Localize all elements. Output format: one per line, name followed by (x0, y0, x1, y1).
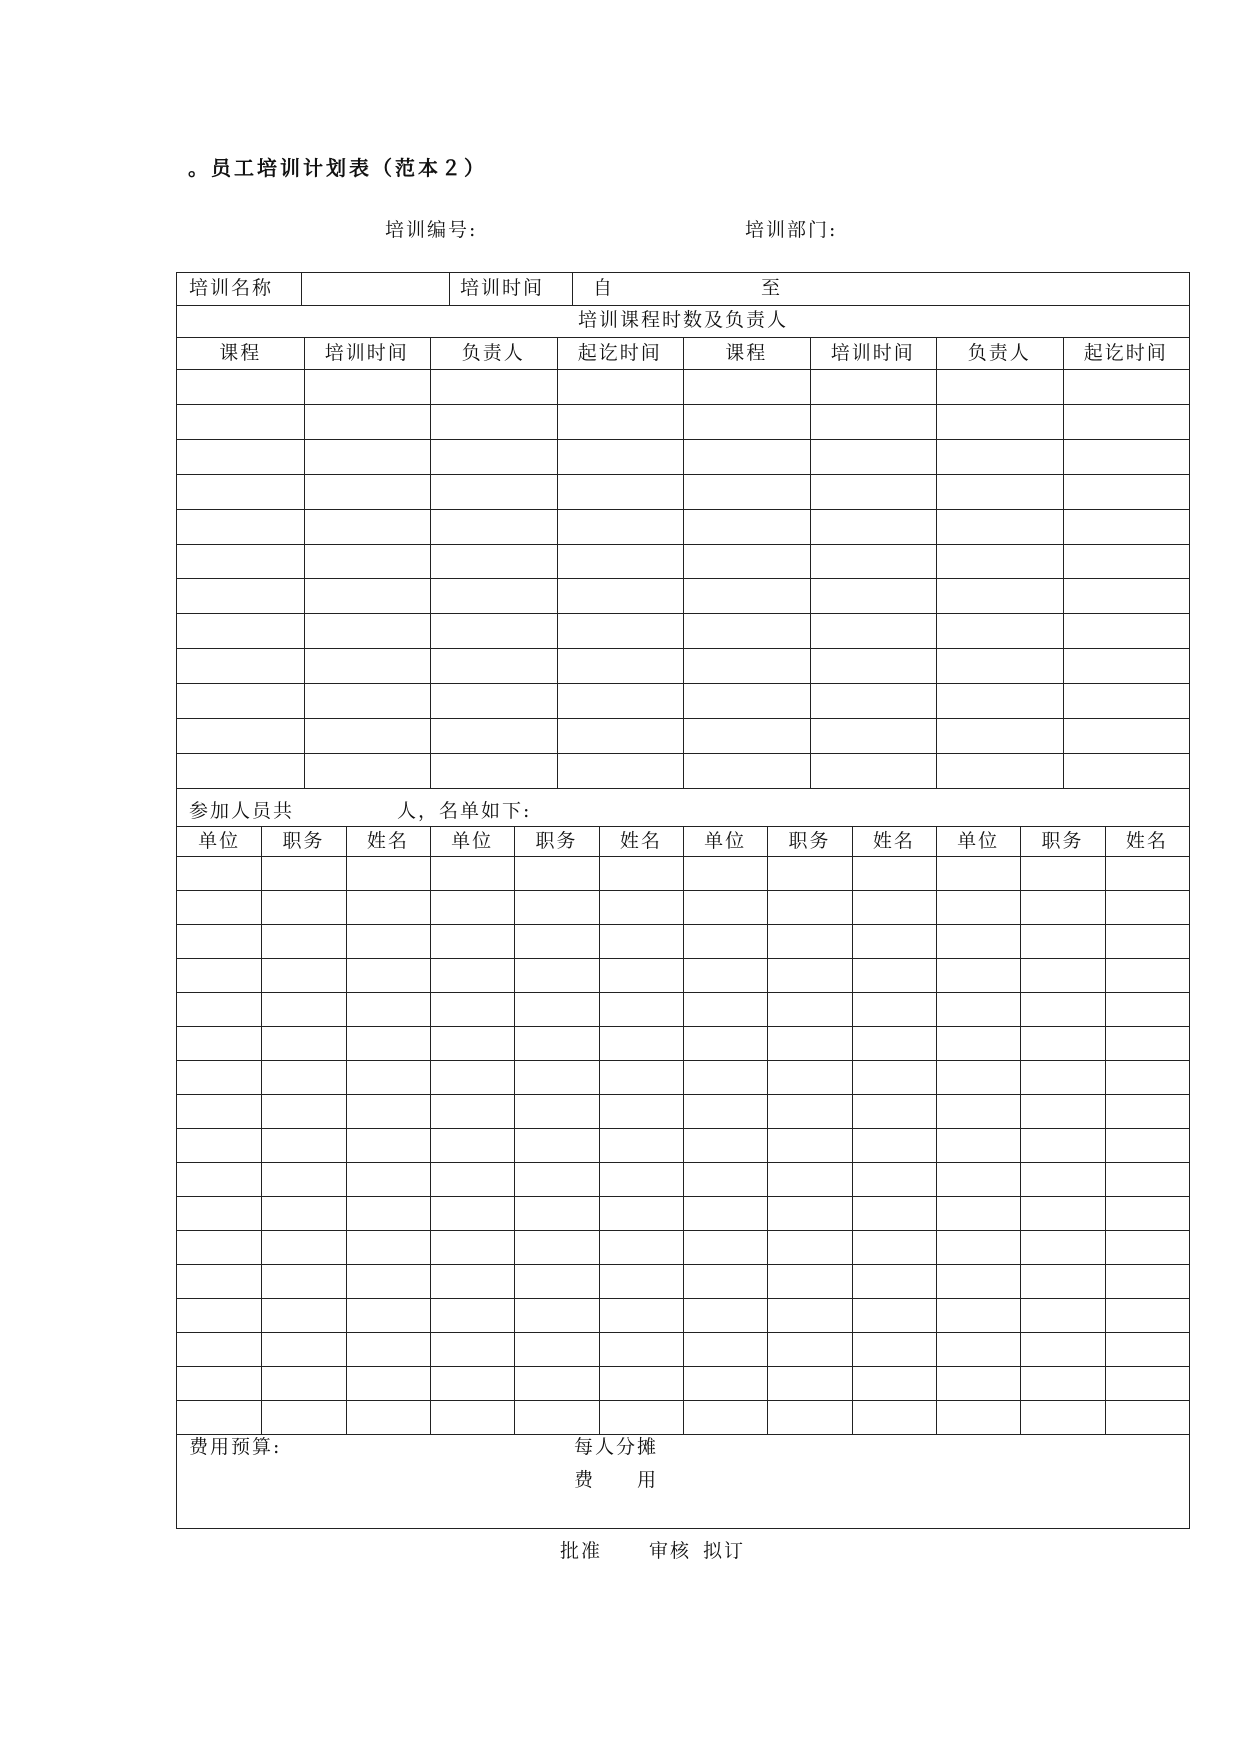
column-header: 负责人 (967, 342, 1031, 364)
table-row (177, 439, 1189, 474)
training-number-label: 培训编号: (385, 219, 478, 241)
column-header: 姓名 (619, 830, 662, 852)
training-time-label: 培训时间 (460, 277, 545, 299)
row-divider (177, 788, 1189, 789)
column-header: 起讫时间 (577, 342, 662, 364)
table-row (177, 1128, 1189, 1162)
column-header: 职务 (788, 830, 831, 852)
training-plan-form (176, 272, 1190, 1529)
column-header: 职务 (1041, 830, 1084, 852)
from-label: 自 (593, 277, 615, 299)
table-row (177, 613, 1189, 648)
column-header: 培训时间 (830, 342, 915, 364)
column-header: 单位 (198, 830, 241, 852)
review-label: 审核 (649, 1540, 692, 1562)
column-header: 姓名 (366, 830, 409, 852)
divider (572, 273, 573, 305)
table-row (177, 856, 1189, 890)
divider (177, 826, 1189, 827)
row-divider (177, 1434, 1189, 1435)
table-row (177, 1400, 1189, 1434)
column-header: 单位 (957, 830, 1000, 852)
table-row (177, 1094, 1189, 1128)
budget-label: 费用预算: (189, 1436, 282, 1458)
page-title: 。员工培训计划表（范本２） (188, 156, 487, 180)
table-row (177, 648, 1189, 683)
per-person-cost-label-line1: 每人分摊 (574, 1436, 659, 1458)
table-row (177, 369, 1189, 404)
column-header: 姓名 (1125, 830, 1168, 852)
divider (449, 273, 450, 305)
table-row (177, 404, 1189, 439)
column-header: 培训时间 (324, 342, 409, 364)
table-row (177, 1298, 1189, 1332)
courses-section-title: 培训课程时数及负责人 (577, 309, 789, 331)
column-header: 职务 (535, 830, 578, 852)
training-department-label: 培训部门: (745, 219, 838, 241)
column-header: 职务 (282, 830, 325, 852)
per-person-cost-label-line2: 费 用 (574, 1469, 659, 1491)
participants-count-label: 参加人员共 (189, 800, 295, 822)
draft-label: 拟订 (703, 1540, 746, 1562)
column-header: 单位 (451, 830, 494, 852)
table-row (177, 1264, 1189, 1298)
table-row (177, 474, 1189, 509)
table-row (177, 992, 1189, 1026)
participants-list-label: 人，名单如下: (397, 800, 532, 822)
column-header: 起讫时间 (1083, 342, 1168, 364)
table-row (177, 890, 1189, 924)
column-header: 课程 (219, 342, 262, 364)
column-header: 负责人 (461, 342, 525, 364)
table-row (177, 1162, 1189, 1196)
table-row (177, 1332, 1189, 1366)
table-row (177, 958, 1189, 992)
table-row (177, 1366, 1189, 1400)
table-row (177, 718, 1189, 753)
to-label: 至 (761, 277, 783, 299)
table-row (177, 578, 1189, 613)
divider (301, 273, 302, 305)
approve-label: 批准 (560, 1540, 603, 1562)
table-row (177, 544, 1189, 579)
column-header: 姓名 (872, 830, 915, 852)
table-row (177, 683, 1189, 718)
column-header: 单位 (704, 830, 747, 852)
training-name-label: 培训名称 (189, 277, 274, 299)
table-row (177, 924, 1189, 958)
table-row (177, 1196, 1189, 1230)
column-header: 课程 (725, 342, 768, 364)
divider (177, 305, 1189, 306)
table-row (177, 509, 1189, 544)
table-row (177, 1230, 1189, 1264)
table-row (177, 753, 1189, 788)
table-row (177, 1060, 1189, 1094)
table-row (177, 1026, 1189, 1060)
